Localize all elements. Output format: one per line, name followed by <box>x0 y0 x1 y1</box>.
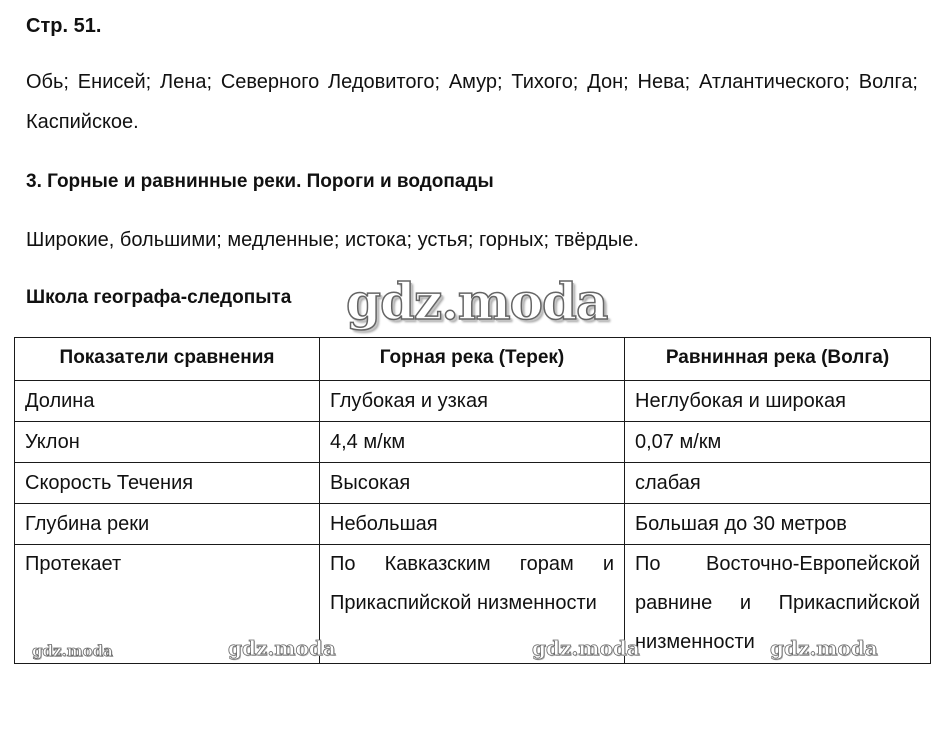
watermark-small: gdz.moda <box>32 642 113 660</box>
table-cell: Уклон <box>15 422 320 463</box>
page-heading: Стр. 51. <box>26 15 102 37</box>
table-header-row <box>15 338 931 381</box>
table-cell: Скорость Течения <box>15 463 320 504</box>
subsection-title: Школа географа-следопыта <box>26 287 292 308</box>
table-cell: Неглубокая и широкая <box>625 381 931 422</box>
table-cell: Протекает <box>15 545 320 664</box>
section-title: 3. Горные и равнинные реки. Пороги и водопады <box>26 171 494 192</box>
table-row <box>15 504 931 545</box>
watermark-logo: gdz.moda <box>346 272 608 331</box>
header-mountain-river: Горная река (Терек) <box>320 338 625 381</box>
table-row <box>15 463 931 504</box>
table-cell: Глубина реки <box>15 504 320 545</box>
table-cell: Большая до 30 метров <box>625 504 931 545</box>
answers-paragraph-2: Широкие, большими; медленные; истока; устья; горных; твёрдые. <box>26 229 639 251</box>
table-cell: Высокая <box>320 463 625 504</box>
table-cell: Небольшая <box>320 504 625 545</box>
table-row <box>15 422 931 463</box>
comparison-table <box>14 337 931 664</box>
table-cell: 0,07 м/км <box>625 422 931 463</box>
table-row <box>15 545 931 664</box>
table-row <box>15 381 931 422</box>
table-cell: слабая <box>625 463 931 504</box>
table-cell: Глубокая и узкая <box>320 381 625 422</box>
header-plain-river: Равнинная река (Волга) <box>625 338 931 381</box>
header-indicators: Показатели сравнения <box>15 338 320 381</box>
table-cell: По Кавказским горам и Прикаспийской низменности <box>320 545 625 664</box>
table-cell: Долина <box>15 381 320 422</box>
watermark-small: gdz.moda <box>532 636 640 660</box>
watermark-small: gdz.moda <box>228 636 336 660</box>
answers-paragraph-1: Обь; Енисей; Лена; Северного Ледовитого; Амур; Тихого; Дон; Нева; Атлантического; Волга; Каспийское. <box>26 71 918 133</box>
table-cell: По Восточно-Европейской равнине и Прикаспийской низменности <box>625 545 931 664</box>
table-cell: 4,4 м/км <box>320 422 625 463</box>
watermark-small: gdz.moda <box>770 636 878 660</box>
